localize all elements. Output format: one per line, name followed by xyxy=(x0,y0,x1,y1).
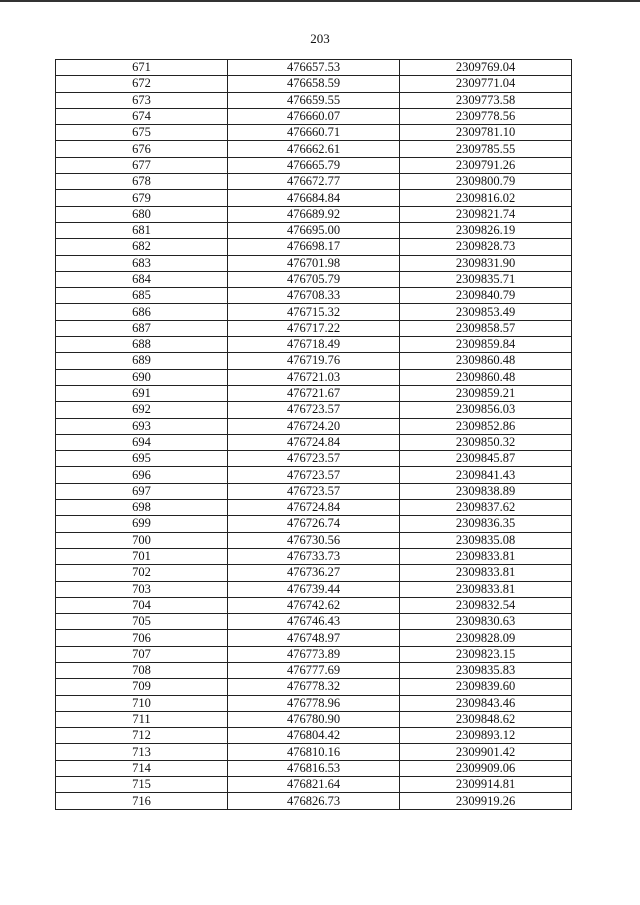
y-coordinate-cell: 2309853.49 xyxy=(400,304,572,320)
point-number-cell: 703 xyxy=(56,581,228,597)
y-coordinate-cell: 2309771.04 xyxy=(400,76,572,92)
y-coordinate-cell: 2309852.86 xyxy=(400,418,572,434)
x-coordinate-cell: 476684.84 xyxy=(228,190,400,206)
table-row xyxy=(56,467,572,483)
table-row xyxy=(56,532,572,548)
point-number-cell: 715 xyxy=(56,777,228,793)
point-number-cell: 689 xyxy=(56,353,228,369)
table-row xyxy=(56,337,572,353)
point-number-cell: 693 xyxy=(56,418,228,434)
x-coordinate-cell: 476662.61 xyxy=(228,141,400,157)
point-number-cell: 691 xyxy=(56,385,228,401)
top-border-line xyxy=(0,0,640,2)
y-coordinate-cell: 2309828.73 xyxy=(400,239,572,255)
table-row xyxy=(56,190,572,206)
y-coordinate-cell: 2309832.54 xyxy=(400,597,572,613)
y-coordinate-cell: 2309828.09 xyxy=(400,630,572,646)
point-number-cell: 679 xyxy=(56,190,228,206)
x-coordinate-cell: 476777.69 xyxy=(228,662,400,678)
table-row xyxy=(56,174,572,190)
point-number-cell: 707 xyxy=(56,646,228,662)
table-row xyxy=(56,630,572,646)
x-coordinate-cell: 476723.57 xyxy=(228,402,400,418)
y-coordinate-cell: 2309830.63 xyxy=(400,614,572,630)
table-row xyxy=(56,548,572,564)
y-coordinate-cell: 2309791.26 xyxy=(400,157,572,173)
y-coordinate-cell: 2309833.81 xyxy=(400,565,572,581)
x-coordinate-cell: 476804.42 xyxy=(228,728,400,744)
table-row xyxy=(56,320,572,336)
y-coordinate-cell: 2309919.26 xyxy=(400,793,572,809)
y-coordinate-cell: 2309823.15 xyxy=(400,646,572,662)
table-row xyxy=(56,60,572,76)
table-row xyxy=(56,565,572,581)
point-number-cell: 712 xyxy=(56,728,228,744)
point-number-cell: 683 xyxy=(56,255,228,271)
x-coordinate-cell: 476742.62 xyxy=(228,597,400,613)
point-number-cell: 681 xyxy=(56,222,228,238)
point-number-cell: 685 xyxy=(56,288,228,304)
x-coordinate-cell: 476715.32 xyxy=(228,304,400,320)
point-number-cell: 684 xyxy=(56,271,228,287)
x-coordinate-cell: 476780.90 xyxy=(228,711,400,727)
point-number-cell: 698 xyxy=(56,500,228,516)
y-coordinate-cell: 2309816.02 xyxy=(400,190,572,206)
x-coordinate-cell: 476705.79 xyxy=(228,271,400,287)
y-coordinate-cell: 2309773.58 xyxy=(400,92,572,108)
point-number-cell: 705 xyxy=(56,614,228,630)
point-number-cell: 711 xyxy=(56,711,228,727)
x-coordinate-cell: 476660.07 xyxy=(228,108,400,124)
x-coordinate-cell: 476816.53 xyxy=(228,760,400,776)
x-coordinate-cell: 476721.67 xyxy=(228,385,400,401)
y-coordinate-cell: 2309769.04 xyxy=(400,60,572,76)
y-coordinate-cell: 2309840.79 xyxy=(400,288,572,304)
x-coordinate-cell: 476810.16 xyxy=(228,744,400,760)
table-row xyxy=(56,222,572,238)
y-coordinate-cell: 2309826.19 xyxy=(400,222,572,238)
x-coordinate-cell: 476724.20 xyxy=(228,418,400,434)
table-row xyxy=(56,760,572,776)
x-coordinate-cell: 476723.57 xyxy=(228,467,400,483)
x-coordinate-cell: 476724.84 xyxy=(228,500,400,516)
y-coordinate-cell: 2309785.55 xyxy=(400,141,572,157)
point-number-cell: 699 xyxy=(56,516,228,532)
y-coordinate-cell: 2309914.81 xyxy=(400,777,572,793)
point-number-cell: 702 xyxy=(56,565,228,581)
coordinates-table-body xyxy=(56,60,572,810)
y-coordinate-cell: 2309835.71 xyxy=(400,271,572,287)
point-number-cell: 677 xyxy=(56,157,228,173)
table-row xyxy=(56,662,572,678)
x-coordinate-cell: 476708.33 xyxy=(228,288,400,304)
y-coordinate-cell: 2309833.81 xyxy=(400,581,572,597)
x-coordinate-cell: 476717.22 xyxy=(228,320,400,336)
table-row xyxy=(56,777,572,793)
y-coordinate-cell: 2309838.89 xyxy=(400,483,572,499)
y-coordinate-cell: 2309778.56 xyxy=(400,108,572,124)
point-number-cell: 714 xyxy=(56,760,228,776)
point-number-cell: 676 xyxy=(56,141,228,157)
table-row xyxy=(56,483,572,499)
y-coordinate-cell: 2309821.74 xyxy=(400,206,572,222)
x-coordinate-cell: 476657.53 xyxy=(228,60,400,76)
point-number-cell: 690 xyxy=(56,369,228,385)
y-coordinate-cell: 2309837.62 xyxy=(400,500,572,516)
y-coordinate-cell: 2309845.87 xyxy=(400,451,572,467)
table-row xyxy=(56,402,572,418)
point-number-cell: 678 xyxy=(56,174,228,190)
point-number-cell: 687 xyxy=(56,320,228,336)
point-number-cell: 672 xyxy=(56,76,228,92)
x-coordinate-cell: 476658.59 xyxy=(228,76,400,92)
table-row xyxy=(56,793,572,809)
table-row xyxy=(56,385,572,401)
y-coordinate-cell: 2309835.83 xyxy=(400,662,572,678)
table-row xyxy=(56,76,572,92)
x-coordinate-cell: 476730.56 xyxy=(228,532,400,548)
point-number-cell: 701 xyxy=(56,548,228,564)
point-number-cell: 682 xyxy=(56,239,228,255)
y-coordinate-cell: 2309860.48 xyxy=(400,369,572,385)
y-coordinate-cell: 2309800.79 xyxy=(400,174,572,190)
point-number-cell: 700 xyxy=(56,532,228,548)
x-coordinate-cell: 476726.74 xyxy=(228,516,400,532)
x-coordinate-cell: 476826.73 xyxy=(228,793,400,809)
point-number-cell: 704 xyxy=(56,597,228,613)
point-number-cell: 697 xyxy=(56,483,228,499)
x-coordinate-cell: 476660.71 xyxy=(228,125,400,141)
x-coordinate-cell: 476698.17 xyxy=(228,239,400,255)
y-coordinate-cell: 2309901.42 xyxy=(400,744,572,760)
page-number: 203 xyxy=(310,31,330,46)
y-coordinate-cell: 2309836.35 xyxy=(400,516,572,532)
point-number-cell: 675 xyxy=(56,125,228,141)
y-coordinate-cell: 2309859.84 xyxy=(400,337,572,353)
point-number-cell: 716 xyxy=(56,793,228,809)
point-number-cell: 695 xyxy=(56,451,228,467)
y-coordinate-cell: 2309833.81 xyxy=(400,548,572,564)
point-number-cell: 692 xyxy=(56,402,228,418)
x-coordinate-cell: 476721.03 xyxy=(228,369,400,385)
table-row xyxy=(56,304,572,320)
x-coordinate-cell: 476723.57 xyxy=(228,483,400,499)
x-coordinate-cell: 476748.97 xyxy=(228,630,400,646)
x-coordinate-cell: 476672.77 xyxy=(228,174,400,190)
y-coordinate-cell: 2309848.62 xyxy=(400,711,572,727)
x-coordinate-cell: 476719.76 xyxy=(228,353,400,369)
x-coordinate-cell: 476821.64 xyxy=(228,777,400,793)
table-row xyxy=(56,418,572,434)
table-row xyxy=(56,206,572,222)
y-coordinate-cell: 2309860.48 xyxy=(400,353,572,369)
x-coordinate-cell: 476773.89 xyxy=(228,646,400,662)
table-row xyxy=(56,125,572,141)
y-coordinate-cell: 2309859.21 xyxy=(400,385,572,401)
y-coordinate-cell: 2309841.43 xyxy=(400,467,572,483)
table-row xyxy=(56,516,572,532)
table-row xyxy=(56,500,572,516)
point-number-cell: 686 xyxy=(56,304,228,320)
table-row xyxy=(56,108,572,124)
y-coordinate-cell: 2309831.90 xyxy=(400,255,572,271)
y-coordinate-cell: 2309843.46 xyxy=(400,695,572,711)
table-row xyxy=(56,434,572,450)
y-coordinate-cell: 2309850.32 xyxy=(400,434,572,450)
table-row xyxy=(56,451,572,467)
x-coordinate-cell: 476723.57 xyxy=(228,451,400,467)
x-coordinate-cell: 476733.73 xyxy=(228,548,400,564)
x-coordinate-cell: 476695.00 xyxy=(228,222,400,238)
point-number-cell: 671 xyxy=(56,60,228,76)
x-coordinate-cell: 476724.84 xyxy=(228,434,400,450)
table-row xyxy=(56,157,572,173)
y-coordinate-cell: 2309781.10 xyxy=(400,125,572,141)
x-coordinate-cell: 476778.32 xyxy=(228,679,400,695)
table-row xyxy=(56,581,572,597)
x-coordinate-cell: 476736.27 xyxy=(228,565,400,581)
table-row xyxy=(56,141,572,157)
y-coordinate-cell: 2309909.06 xyxy=(400,760,572,776)
y-coordinate-cell: 2309893.12 xyxy=(400,728,572,744)
y-coordinate-cell: 2309835.08 xyxy=(400,532,572,548)
point-number-cell: 688 xyxy=(56,337,228,353)
table-row xyxy=(56,92,572,108)
point-number-cell: 708 xyxy=(56,662,228,678)
table-row xyxy=(56,744,572,760)
point-number-cell: 709 xyxy=(56,679,228,695)
point-number-cell: 696 xyxy=(56,467,228,483)
point-number-cell: 694 xyxy=(56,434,228,450)
table-row xyxy=(56,353,572,369)
x-coordinate-cell: 476746.43 xyxy=(228,614,400,630)
x-coordinate-cell: 476689.92 xyxy=(228,206,400,222)
table-row xyxy=(56,369,572,385)
point-number-cell: 673 xyxy=(56,92,228,108)
x-coordinate-cell: 476659.55 xyxy=(228,92,400,108)
x-coordinate-cell: 476665.79 xyxy=(228,157,400,173)
table-row xyxy=(56,288,572,304)
y-coordinate-cell: 2309839.60 xyxy=(400,679,572,695)
point-number-cell: 674 xyxy=(56,108,228,124)
x-coordinate-cell: 476778.96 xyxy=(228,695,400,711)
table-row xyxy=(56,695,572,711)
table-row xyxy=(56,597,572,613)
table-row xyxy=(56,679,572,695)
table-row xyxy=(56,646,572,662)
y-coordinate-cell: 2309858.57 xyxy=(400,320,572,336)
x-coordinate-cell: 476718.49 xyxy=(228,337,400,353)
point-number-cell: 706 xyxy=(56,630,228,646)
x-coordinate-cell: 476701.98 xyxy=(228,255,400,271)
table-row xyxy=(56,614,572,630)
coordinates-table xyxy=(55,59,572,810)
table-row xyxy=(56,239,572,255)
table-row xyxy=(56,271,572,287)
table-row xyxy=(56,728,572,744)
point-number-cell: 713 xyxy=(56,744,228,760)
point-number-cell: 710 xyxy=(56,695,228,711)
y-coordinate-cell: 2309856.03 xyxy=(400,402,572,418)
x-coordinate-cell: 476739.44 xyxy=(228,581,400,597)
table-row xyxy=(56,255,572,271)
point-number-cell: 680 xyxy=(56,206,228,222)
table-row xyxy=(56,711,572,727)
